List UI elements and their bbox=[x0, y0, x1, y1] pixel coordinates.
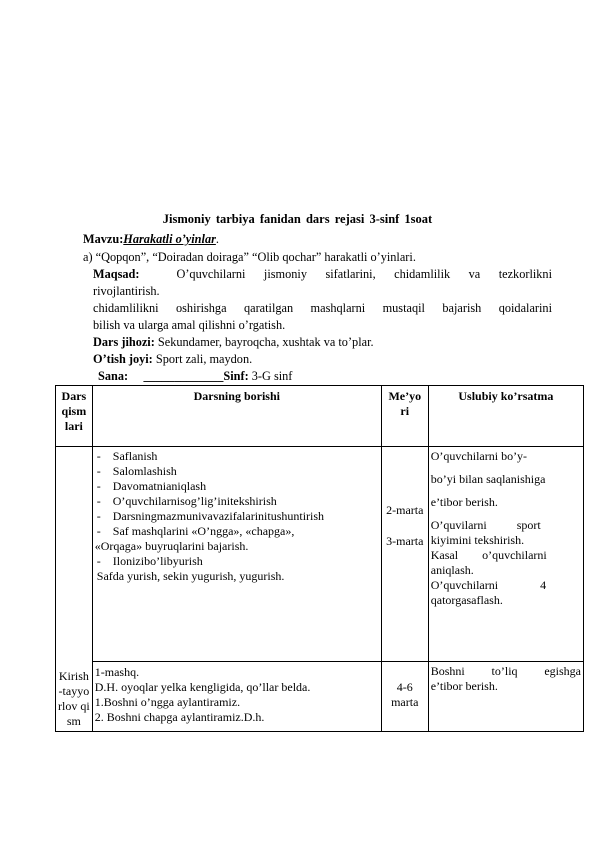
note-line: O’quvilarni sport bbox=[430, 518, 541, 532]
goal-text-1: O’quvchilarni jismoniy sifatlarini, chidamlilik va tezkorlikni bbox=[176, 267, 552, 281]
goal-line-4: bilish va ularga amal qilishni o’rgatish. bbox=[93, 318, 286, 332]
header-guidance: Uslubiy ko’rsatma bbox=[428, 386, 583, 447]
exercise-line: 1-mashq. bbox=[94, 665, 140, 679]
list-item: - Ilonizibo’libyurish bbox=[96, 554, 203, 568]
note-line: e’tibor berish. bbox=[430, 495, 498, 509]
goal-line-1 bbox=[93, 266, 552, 282]
section-cell: Kirish-tayyorlov qism bbox=[56, 447, 93, 732]
goal-label: Maqsad: bbox=[93, 267, 140, 281]
topic-label: Mavzu: bbox=[83, 232, 124, 246]
games-line: a) “Qopqon”, “Doiradan doiraga” “Olib qochar” harakatli o’yinlari. bbox=[83, 250, 416, 264]
date-class-line bbox=[98, 368, 292, 384]
equipment-line bbox=[93, 334, 374, 350]
note-line: kiyimini tekshirish. bbox=[430, 533, 525, 547]
header-section: Dars qism lari bbox=[56, 386, 93, 447]
list-item: - Saflanish bbox=[96, 449, 158, 463]
list-item-continuation: «Orqaga» buyruqlarini bajarish. bbox=[94, 539, 249, 553]
page-title: Jismoniy tarbiya fanidan dars rejasi 3-sinf 1soat bbox=[162, 212, 433, 226]
venue-value: Sport zali, maydon. bbox=[152, 352, 253, 366]
activities-cell bbox=[92, 447, 381, 662]
exercise-line: 1.Boshni o’ngga aylantiramiz. bbox=[94, 695, 241, 709]
venue-label: O’tish joyi: bbox=[93, 352, 153, 366]
lesson-plan-table bbox=[55, 385, 584, 732]
note-line: O’quvchilarni bo’y- bbox=[430, 449, 528, 463]
class-value: 3-G sinf bbox=[248, 369, 293, 383]
norm-value-1: 2-marta bbox=[386, 503, 424, 517]
date-blank: _____________ bbox=[143, 369, 224, 383]
header-norm: Me’yo ri bbox=[381, 386, 428, 447]
list-item: - Davomatnianiqlash bbox=[96, 479, 207, 493]
note-line: qatorgasaflash. bbox=[430, 593, 503, 607]
exercise-guidance-cell: Boshni to’liq egishga e’tibor berish. bbox=[428, 662, 583, 732]
equipment-label: Dars jihozi: bbox=[93, 335, 155, 349]
goal-line-2: rivojlantirish. bbox=[93, 284, 160, 298]
table-header-row bbox=[56, 386, 584, 447]
note-line: bo’yi bilan saqlanishiga bbox=[430, 472, 546, 486]
list-item: - O’quvchilarnisog’lig’initekshirish bbox=[96, 494, 277, 508]
goal-line-3: chidamlilikni oshirishga qaratilgan mashqlarni mustaqil bajarish qoidalarini bbox=[93, 301, 552, 315]
note-line: O’quvchilarni 4 bbox=[430, 578, 547, 592]
topic-tail: . bbox=[215, 232, 219, 246]
note-line: aniqlash. bbox=[430, 563, 474, 577]
header-progress: Darsning borishi bbox=[92, 386, 381, 447]
norm-cell bbox=[381, 447, 428, 662]
norm-value-2: 3-marta bbox=[386, 534, 424, 548]
equipment-value: Sekundamer, bayroqcha, xushtak va to’plar. bbox=[154, 335, 374, 349]
list-item-last: Safda yurish, sekin yugurish, yugurish. bbox=[96, 569, 285, 583]
list-item: - Darsningmazmunivavazifalarinitushuntirish bbox=[96, 509, 325, 523]
exercise-line: 2. Boshni chapga aylantiramiz.D.h. bbox=[94, 710, 265, 724]
topic-line bbox=[83, 231, 219, 247]
note-line: Kasal o’quvchilarni bbox=[430, 548, 547, 562]
exercise-norm-cell: 4-6 marta bbox=[381, 662, 428, 732]
list-item: - Saf mashqlarini «O’ngga», «chapga», bbox=[96, 524, 295, 538]
exercise-line: D.H. oyoqlar yelka kengligida, qo’llar belda. bbox=[94, 680, 311, 694]
class-label: Sinf: bbox=[223, 369, 249, 383]
exercise-cell bbox=[92, 662, 381, 732]
list-item: - Salomlashish bbox=[96, 464, 177, 478]
table-row bbox=[56, 662, 584, 732]
guidance-cell bbox=[428, 447, 583, 662]
venue-line bbox=[93, 351, 252, 367]
table-row bbox=[56, 447, 584, 662]
topic-value: Harakatli o’yinlar bbox=[123, 232, 216, 246]
date-label: Sana: bbox=[98, 369, 129, 383]
